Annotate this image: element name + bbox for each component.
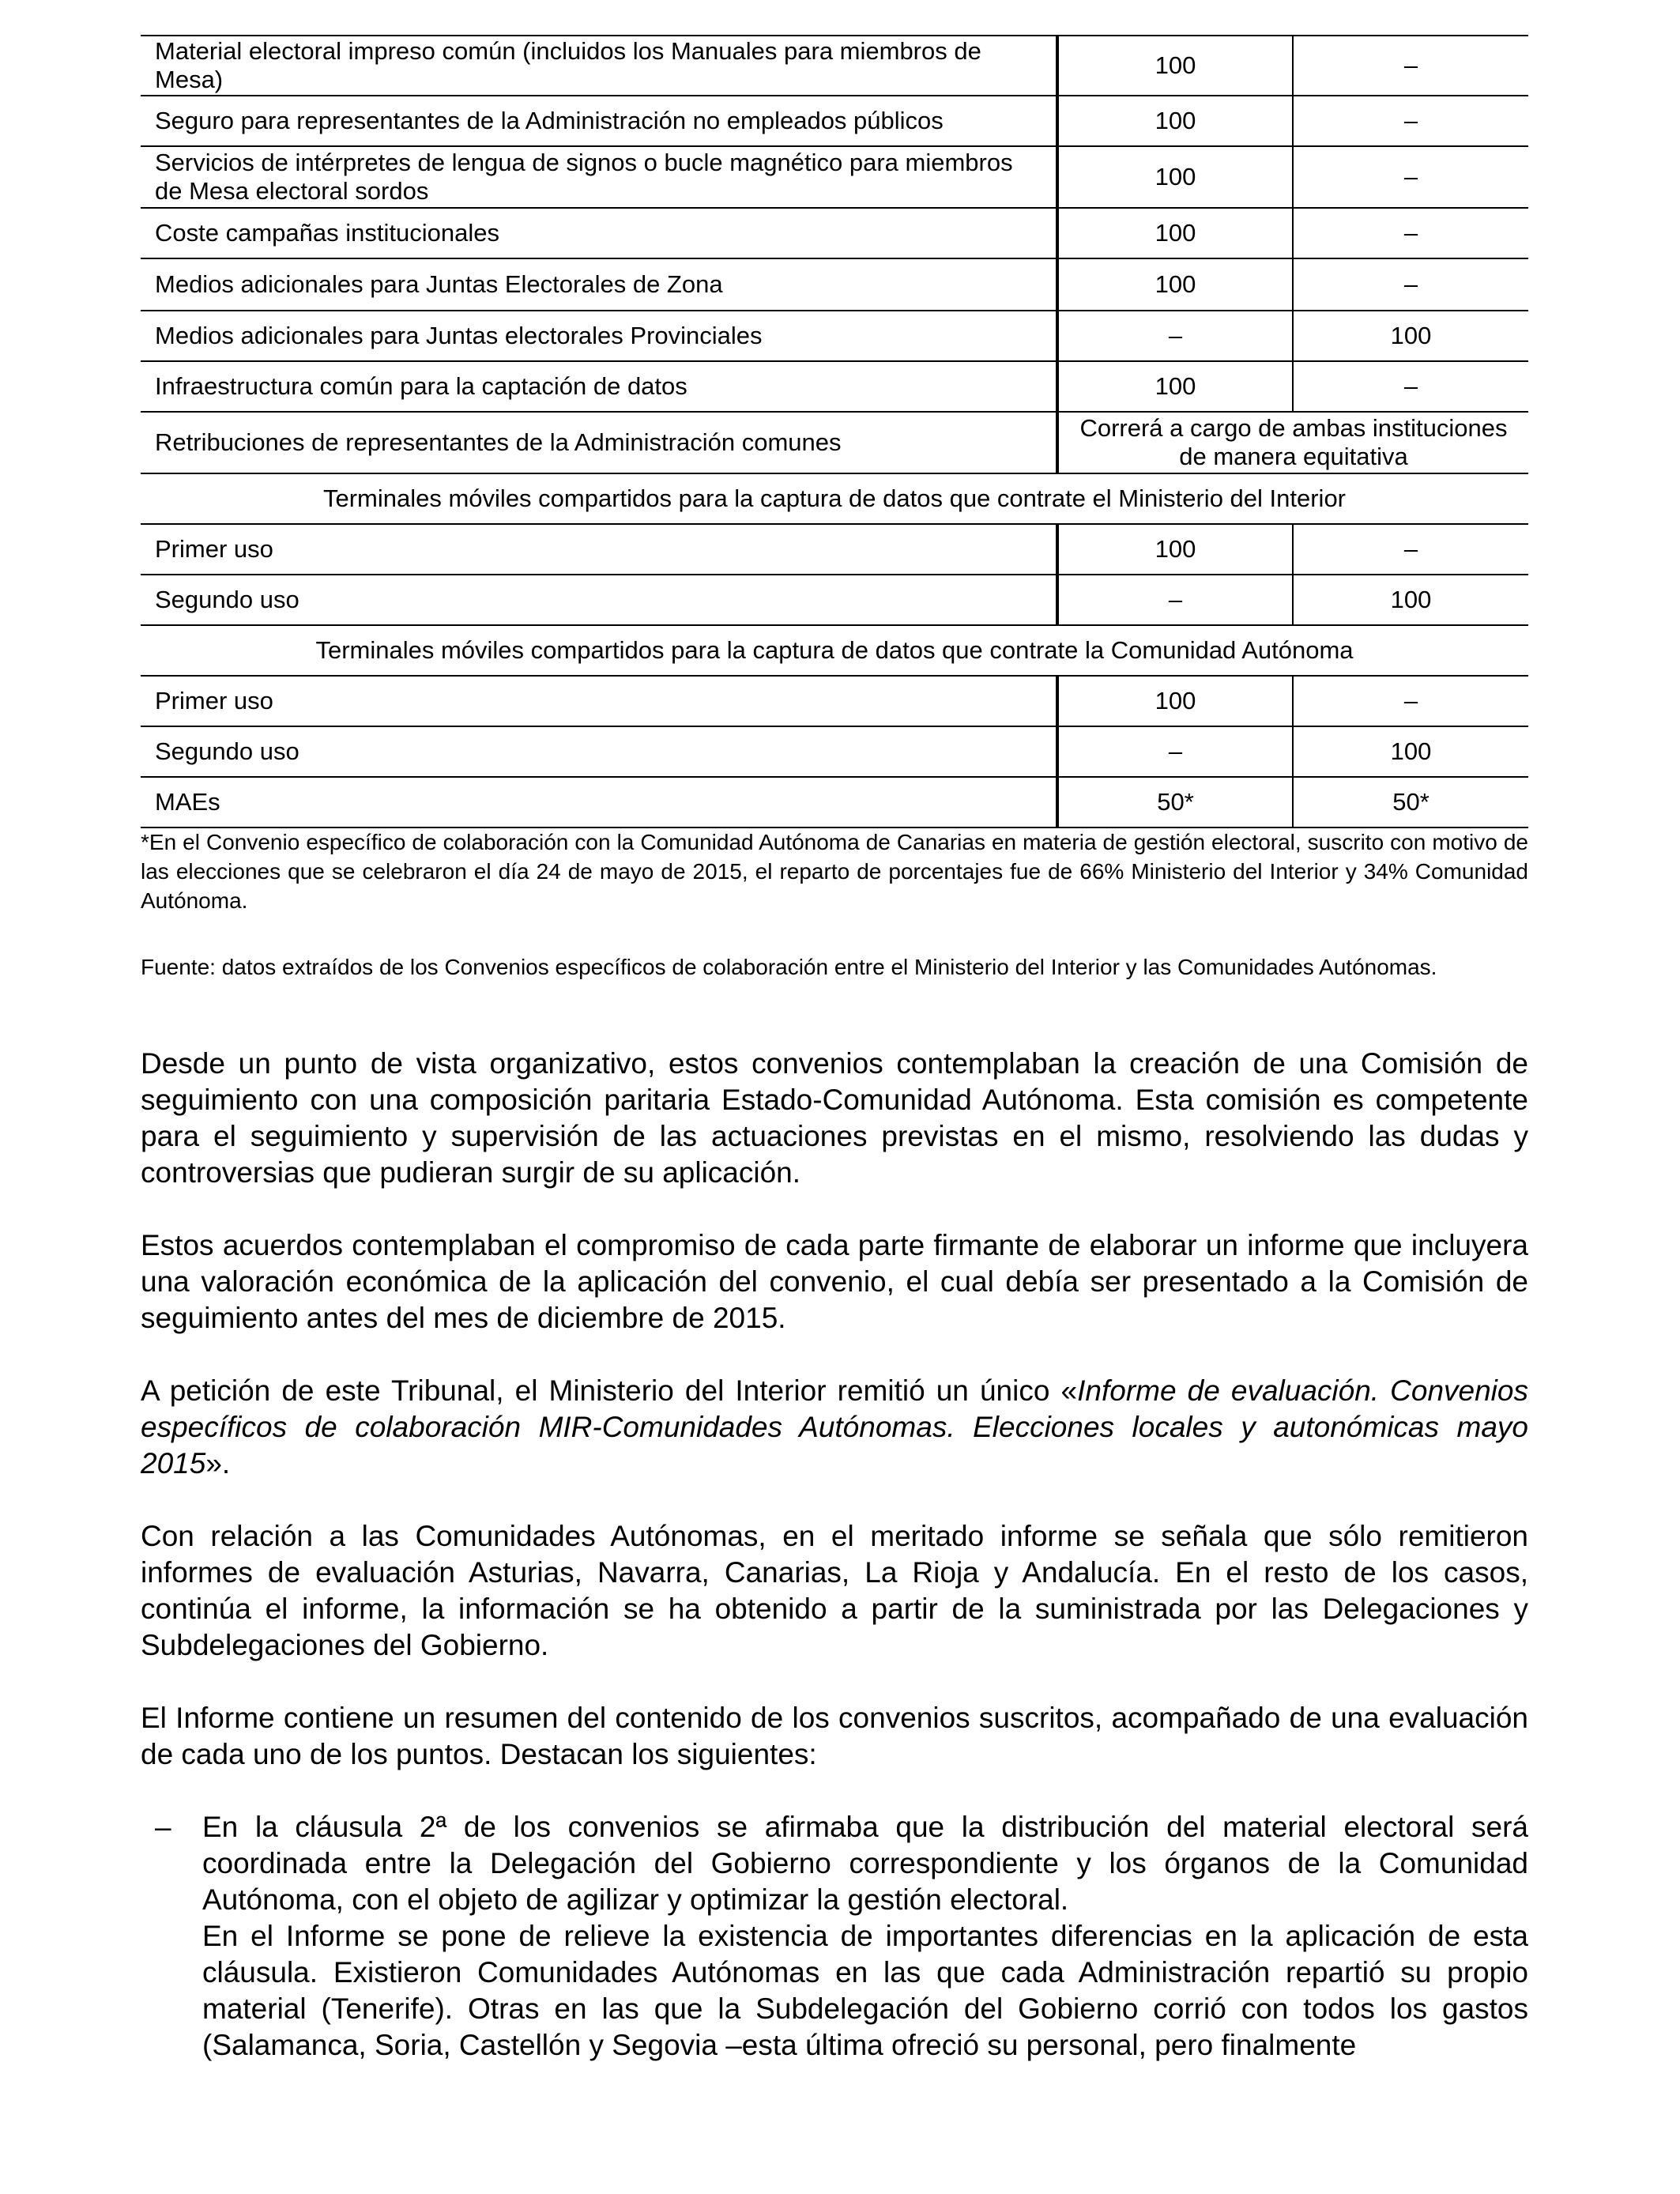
comunidad-value: 100 bbox=[1293, 311, 1528, 361]
section-header-row bbox=[141, 473, 1528, 524]
row-label: Medios adicionales para Juntas Electorales de Zona bbox=[141, 258, 1057, 311]
ministerio-value: 100 bbox=[1057, 258, 1293, 311]
table-source-note: Fuente: datos extraídos de los Convenios específicos de colaboración entre el Ministerio del Interior y las Comunidades Autónomas. bbox=[141, 955, 1437, 979]
ministerio-value: 50* bbox=[1057, 777, 1293, 827]
comunidad-value: – bbox=[1293, 361, 1528, 412]
ministerio-value: – bbox=[1057, 726, 1293, 777]
row-label: Coste campañas institucionales bbox=[141, 208, 1057, 258]
row-label: Segundo uso bbox=[141, 575, 1057, 625]
table-row bbox=[141, 146, 1528, 208]
report-title: Informe de evaluación. Convenios específicos de colaboración MIR-Comunidades Autónomas. Elecciones locales y autonómicas mayo 2015 bbox=[141, 1374, 1528, 1480]
section-title-comunidad: Terminales móviles compartidos para la captura de datos que contrate la Comunidad Autónoma bbox=[141, 625, 1528, 676]
table-row bbox=[141, 524, 1528, 575]
row-label: Retribuciones de representantes de la Administración comunes bbox=[141, 412, 1057, 473]
table-row bbox=[141, 777, 1528, 827]
comunidad-value: – bbox=[1293, 676, 1528, 726]
paragraph-peticion-start: A petición de este Tribunal, el Ministerio del Interior remitió un único « bbox=[141, 1374, 1078, 1407]
ministerio-value: 100 bbox=[1057, 96, 1293, 146]
paragraph-organizativo: Desde un punto de vista organizativo, estos convenios contemplaban la creación de una Comisión de seguimiento con una composición paritaria Estado-Comunidad Autónoma. Esta comisión es competente para el seguimiento y supervisión de las actuaciones previstas en el mismo, resolviendo las dudas y controversias que pudieran surgir de su aplicación. bbox=[141, 1047, 1528, 1189]
comunidad-value: – bbox=[1293, 208, 1528, 258]
shared-cost-value: Correrá a cargo de ambas instituciones de manera equitativa bbox=[1057, 412, 1528, 473]
row-label: Infraestructura común para la captación de datos bbox=[141, 361, 1057, 412]
comunidad-value: 50* bbox=[1293, 777, 1528, 827]
row-label: Primer uso bbox=[141, 676, 1057, 726]
ministerio-value: 100 bbox=[1057, 208, 1293, 258]
comunidad-value: – bbox=[1293, 524, 1528, 575]
ministerio-value: 100 bbox=[1057, 524, 1293, 575]
ministerio-value: 100 bbox=[1057, 676, 1293, 726]
table-row bbox=[141, 36, 1528, 96]
row-label: Segundo uso bbox=[141, 726, 1057, 777]
section-title-ministerio: Terminales móviles compartidos para la captura de datos que contrate el Ministerio del Interior bbox=[141, 473, 1528, 524]
table-row bbox=[141, 96, 1528, 146]
ministerio-value: 100 bbox=[1057, 146, 1293, 208]
table-row bbox=[141, 311, 1528, 361]
row-label: Seguro para representantes de la Administración no empleados públicos bbox=[141, 96, 1057, 146]
comunidad-value: – bbox=[1293, 146, 1528, 208]
paragraph-peticion-end: ». bbox=[205, 1447, 231, 1480]
table-row bbox=[141, 676, 1528, 726]
table-row bbox=[141, 208, 1528, 258]
row-label: MAEs bbox=[141, 777, 1057, 827]
ministerio-value: – bbox=[1057, 311, 1293, 361]
comunidad-value: – bbox=[1293, 258, 1528, 311]
comunidad-value: – bbox=[1293, 96, 1528, 146]
ministerio-value: 100 bbox=[1057, 36, 1293, 96]
comunidad-value: 100 bbox=[1293, 575, 1528, 625]
table-row bbox=[141, 726, 1528, 777]
table-row bbox=[141, 412, 1528, 473]
ministerio-value: – bbox=[1057, 575, 1293, 625]
bullet-clausula-2: En la cláusula 2ª de los convenios se afirmaba que la distribución del material electoral será coordinada entre la Delegación del Gobierno correspondiente y los órganos de la Comunidad Autónoma, con el objeto de agilizar y optimizar la gestión electoral. bbox=[202, 1811, 1528, 1916]
cost-distribution-table bbox=[141, 35, 1528, 828]
paragraph-peticion bbox=[141, 1373, 1528, 1482]
row-label: Servicios de intérpretes de lengua de signos o bucle magnético para miembros de Mesa electoral sordos bbox=[141, 146, 1057, 208]
ministerio-value: 100 bbox=[1057, 361, 1293, 412]
bullet-clausula-2-continuation: En el Informe se pone de relieve la existencia de importantes diferencias en la aplicación de esta cláusula. Existieron Comunidades Autónomas en las que cada Administración repartió su propio material (Tenerife). Otras en las que la Subdelegación del Gobierno corrió con todos los gastos (Salamanca, Soria, Castellón y Segovia –esta última ofreció su personal, pero finalmente bbox=[202, 1920, 1528, 2061]
table-row bbox=[141, 575, 1528, 625]
paragraph-resumen: El Informe contiene un resumen del contenido de los convenios suscritos, acompañado de una evaluación de cada uno de los puntos. Destacan los siguientes: bbox=[141, 1702, 1528, 1770]
section-header-row bbox=[141, 625, 1528, 676]
comunidad-value: – bbox=[1293, 36, 1528, 96]
table-footnote: *En el Convenio específico de colaboración con la Comunidad Autónoma de Canarias en materia de gestión electoral, suscrito con motivo de las elecciones que se celebraron el día 24 de mayo de 2015, el reparto de porcentajes fue de 66% Ministerio del Interior y 34% Comunidad Autónoma. bbox=[141, 830, 1528, 913]
table-row bbox=[141, 258, 1528, 311]
bullet-marker: – bbox=[155, 1811, 171, 1843]
row-label: Medios adicionales para Juntas electorales Provinciales bbox=[141, 311, 1057, 361]
comunidad-value: 100 bbox=[1293, 726, 1528, 777]
paragraph-comunidades: Con relación a las Comunidades Autónomas, en el meritado informe se señala que sólo remitieron informes de evaluación Asturias, Navarra, Canarias, La Rioja y Andalucía. En el resto de los casos, continúa el informe, la información se ha obtenido a partir de la suministrada por las Delegaciones y Subdelegaciones del Gobierno. bbox=[141, 1520, 1528, 1661]
row-label: Material electoral impreso común (incluidos los Manuales para miembros de Mesa) bbox=[141, 36, 1057, 96]
paragraph-compromiso: Estos acuerdos contemplaban el compromiso de cada parte firmante de elaborar un informe que incluyera una valoración económica de la aplicación del convenio, el cual debía ser presentado a la Comisión de seguimiento antes del mes de diciembre de 2015. bbox=[141, 1229, 1528, 1334]
table-row bbox=[141, 361, 1528, 412]
row-label: Primer uso bbox=[141, 524, 1057, 575]
